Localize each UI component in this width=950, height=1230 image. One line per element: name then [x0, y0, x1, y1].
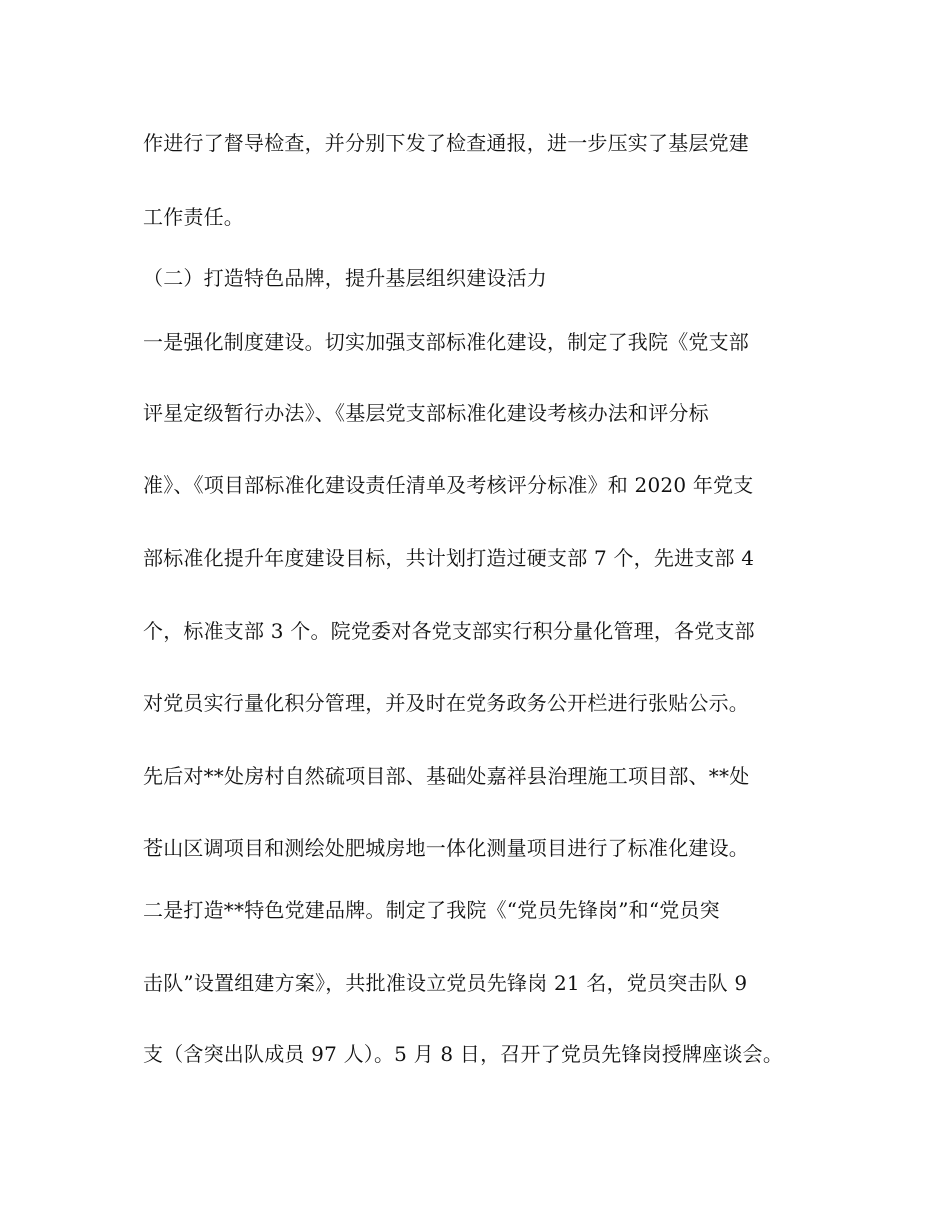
text-line: 作进行了督导检查，并分别下发了检查通报，进一步压实了基层党建 [143, 131, 749, 155]
text-line: 苍山区调项目和测绘处肥城房地一体化测量项目进行了标准化建设。 [143, 836, 749, 860]
text-line: 对党员实行量化积分管理，并及时在党务政务公开栏进行张贴公示。 [143, 691, 749, 715]
text-line: 工作责任。 [143, 205, 244, 229]
text-line: 部标准化提升年度建设目标，共计划打造过硬支部 7 个，先进支部 4 [143, 546, 755, 570]
section-heading: （二）打造特色品牌，提升基层组织建设活力 [143, 266, 547, 290]
text-line: 击队”设置组建方案》，共批准设立党员先锋岗 21 名，党员突击队 9 [143, 971, 748, 995]
text-line: 先后对**处房村自然硫项目部、基础处嘉祥县治理施工项目部、**处 [143, 764, 750, 788]
text-line: 一是强化制度建设。切实加强支部标准化建设，制定了我院《党支部 [143, 330, 749, 354]
text-line: 二是打造**特色党建品牌。制定了我院《“党员先锋岗”和“党员突 [143, 898, 720, 922]
text-line: 准》、《项目部标准化建设责任清单及考核评分标准》和 2020 年党支 [143, 473, 754, 497]
text-line: 评星定级暂行办法》、《基层党支部标准化建设考核办法和评分标 [143, 401, 709, 425]
text-line: 支（含突出队成员 97 人）。5 月 8 日，召开了党员先锋岗授牌座谈会。 [143, 1042, 784, 1066]
text-line: 个，标准支部 3 个。院党委对各党支部实行积分量化管理，各党支部 [143, 619, 755, 643]
